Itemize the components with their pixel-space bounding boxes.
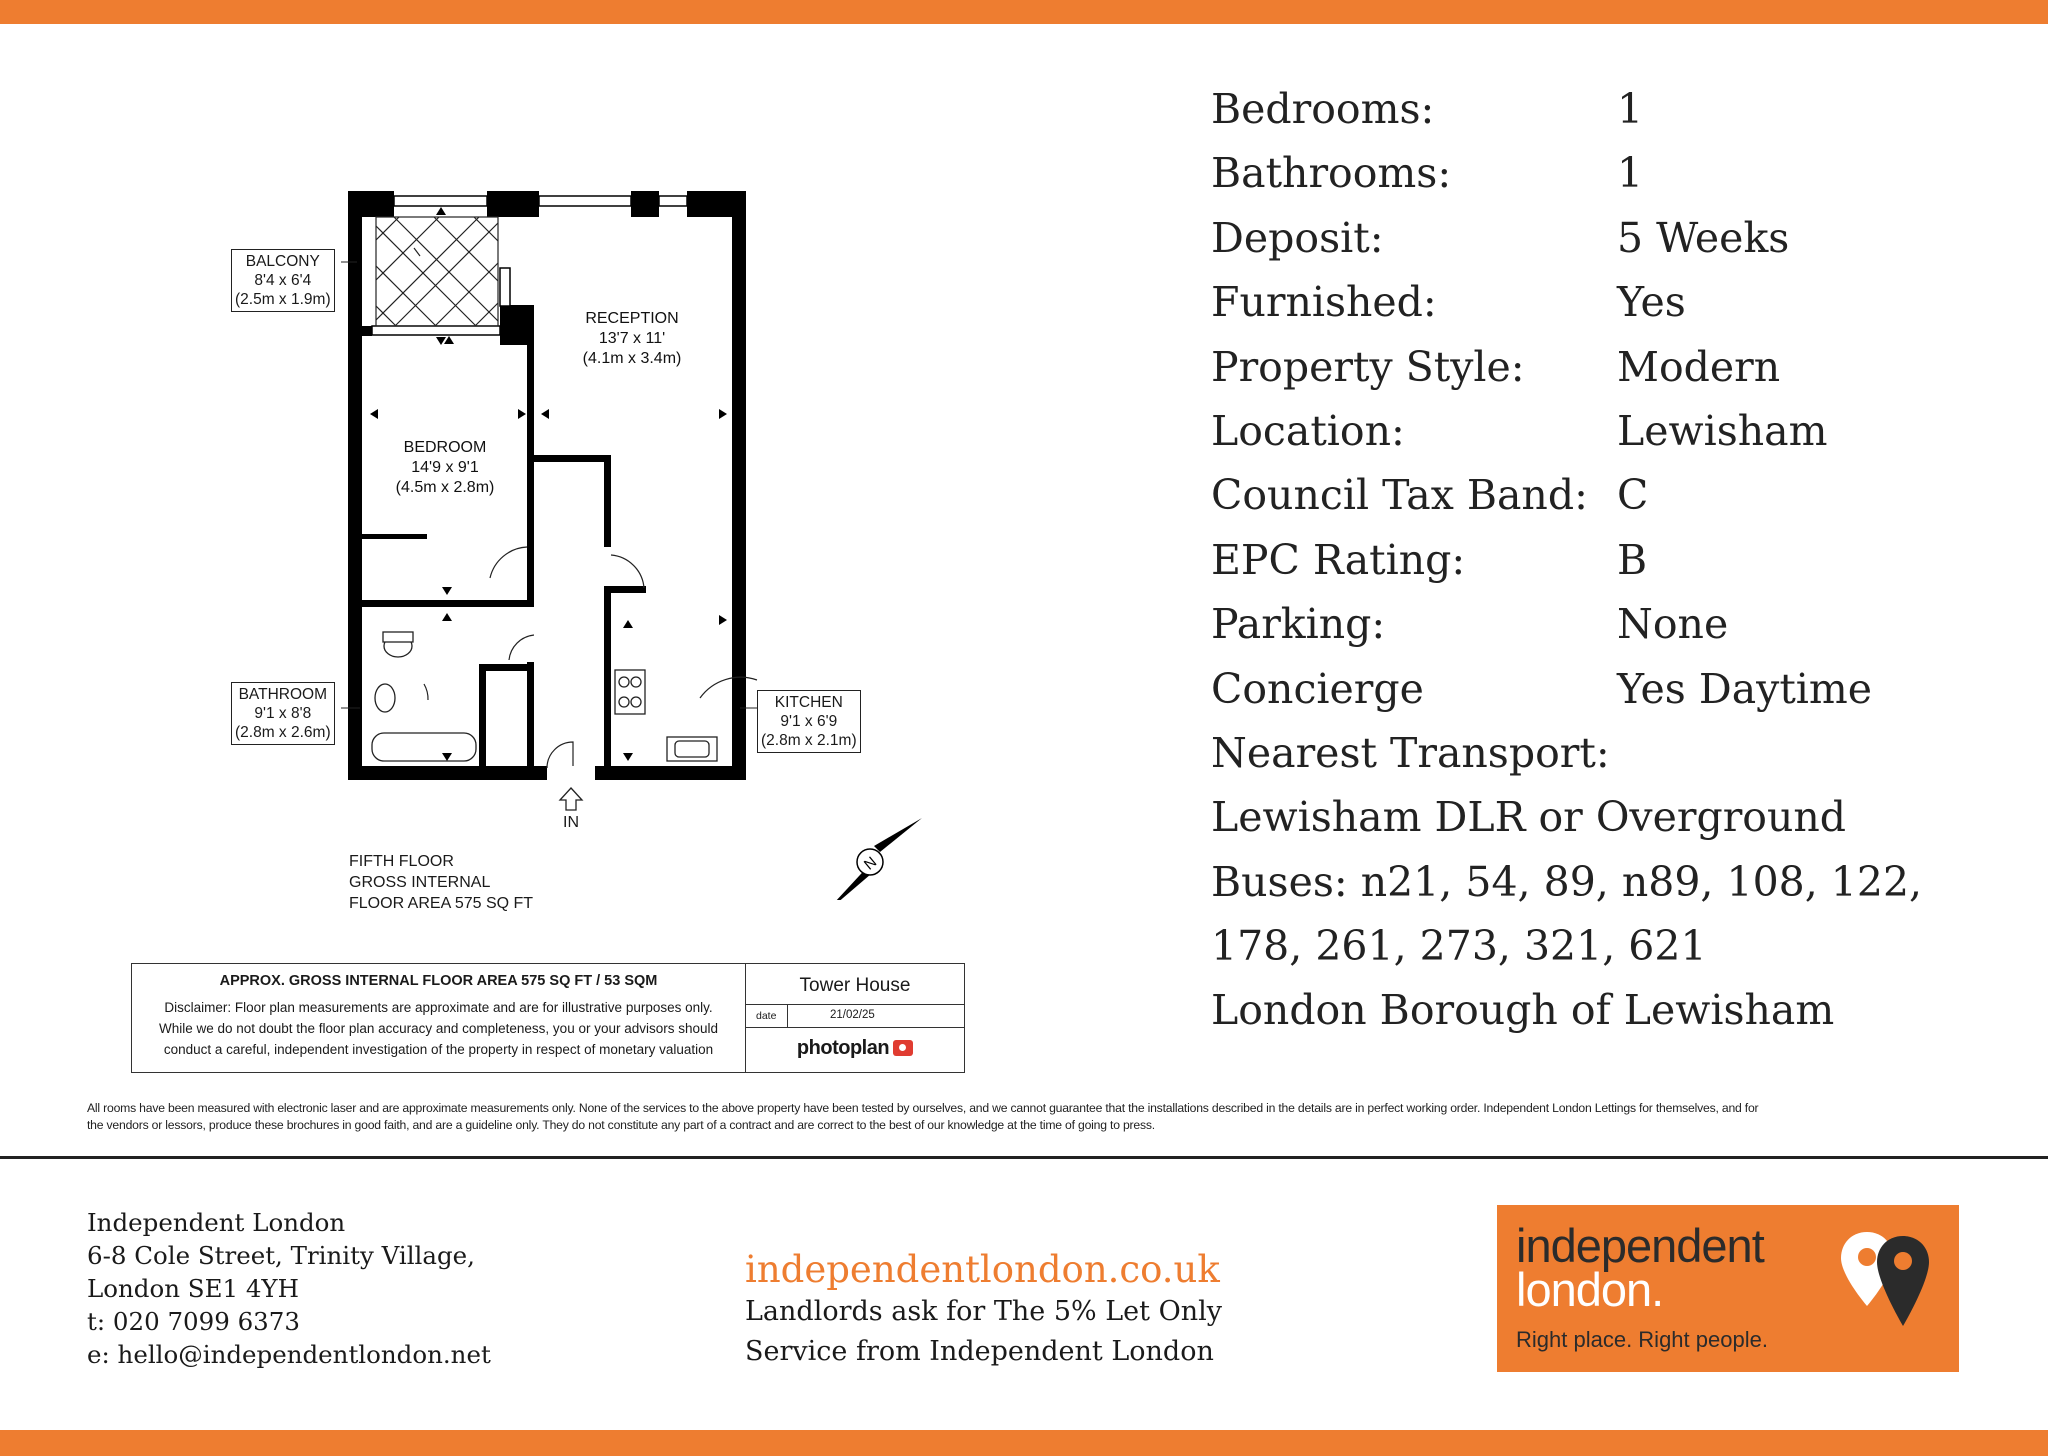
room-name: BALCONY xyxy=(245,253,320,270)
detail-label: Location: xyxy=(1211,407,1405,455)
transport-line: Buses: n21, 54, 89, n89, 108, 122, xyxy=(1211,858,1923,906)
room-dims-metric: (2.8m x 2.1m) xyxy=(761,732,857,749)
legal-disclaimer-line: the vendors or lessors, produce these brochures in good faith, and are a guideline only. They do not constitute any part of a contract and are correct to the best of our knowledge at the time of going to press. xyxy=(87,1118,1155,1132)
room-dims-imperial: 8'4 x 6'4 xyxy=(254,272,312,289)
detail-label: Furnished: xyxy=(1211,278,1437,326)
detail-label: Bedrooms: xyxy=(1211,85,1435,133)
gross-area-title: APPROX. GROSS INTERNAL FLOOR AREA 575 SQ FT / 53 SQM xyxy=(219,973,658,989)
camera-icon xyxy=(893,1040,913,1056)
floor-note-line: GROSS INTERNAL xyxy=(349,874,491,891)
floor-note-line: FIFTH FLOOR xyxy=(349,853,454,870)
date-value: 21/02/25 xyxy=(830,1009,875,1021)
floorplan-disclaimer xyxy=(132,997,745,1060)
website-link[interactable]: independentlondon.co.uk xyxy=(745,1248,1220,1291)
agency-name: Independent London xyxy=(87,1208,346,1237)
info-box-disclaimer-cell xyxy=(132,964,746,1072)
address-line: London SE1 4YH xyxy=(87,1274,299,1303)
floor-area-note xyxy=(349,851,533,914)
detail-value: 5 Weeks xyxy=(1617,214,1790,262)
detail-value: Yes xyxy=(1617,278,1686,326)
disclaimer-line: While we do not doubt the floor plan accuracy and completeness, you or your advisors should xyxy=(158,1021,719,1036)
detail-label: Deposit: xyxy=(1211,214,1384,262)
room-dims-imperial: 9'1 x 6'9 xyxy=(780,713,838,730)
detail-value: 1 xyxy=(1617,85,1644,133)
logo-word-independent: independent xyxy=(1516,1219,1764,1272)
logo-word-london: london. xyxy=(1516,1263,1664,1316)
transport-line: London Borough of Lewisham xyxy=(1211,986,1835,1034)
footer-divider xyxy=(0,1156,2048,1159)
email-address[interactable]: e: hello@independentlondon.net xyxy=(87,1340,491,1369)
detail-label: Bathrooms: xyxy=(1211,149,1452,197)
location-pins-icon xyxy=(1837,1230,1947,1340)
disclaimer-line: conduct a careful, independent investigation of the property in respect of monetary valuation xyxy=(163,1042,714,1057)
detail-value: Modern xyxy=(1617,343,1781,391)
logo-tagline: Right place. Right people. xyxy=(1516,1327,1768,1352)
kitchen-callout xyxy=(757,690,861,753)
svg-text:N: N xyxy=(860,853,881,874)
reception-label xyxy=(570,309,694,369)
room-dims-metric: (2.8m x 2.6m) xyxy=(235,724,331,741)
promo-line: Service from Independent London xyxy=(745,1336,1214,1367)
detail-value: Lewisham xyxy=(1617,407,1828,455)
room-dims-imperial: 14'9 x 9'1 xyxy=(411,459,479,476)
promo-line: Landlords ask for The 5% Let Only xyxy=(745,1296,1222,1327)
date-row xyxy=(746,1005,964,1028)
detail-label: EPC Rating: xyxy=(1211,536,1466,584)
floor-note-line: FLOOR AREA 575 SQ FT xyxy=(349,895,534,912)
bathroom-callout xyxy=(231,682,335,745)
detail-value: None xyxy=(1617,600,1729,648)
transport-heading: Nearest Transport: xyxy=(1211,729,1610,777)
room-dims-imperial: 13'7 x 11' xyxy=(598,330,666,347)
photoplan-wordmark: photoplan xyxy=(796,1037,890,1059)
bedroom-label xyxy=(386,438,504,498)
room-dims-metric: (4.1m x 3.4m) xyxy=(582,350,682,367)
phone-number[interactable]: t: 020 7099 6373 xyxy=(87,1307,300,1336)
address-line: 6-8 Cole Street, Trinity Village, xyxy=(87,1241,475,1270)
detail-label: Parking: xyxy=(1211,600,1386,648)
photoplan-logo xyxy=(746,1037,964,1060)
balcony-callout xyxy=(231,249,335,312)
disclaimer-line: Disclaimer: Floor plan measurements are approximate and are for illustrative purposes only. xyxy=(164,1000,713,1015)
building-name: Tower House xyxy=(746,964,964,1005)
date-label: date xyxy=(756,1010,777,1022)
detail-label: Council Tax Band: xyxy=(1211,471,1588,519)
transport-line: 178, 261, 273, 321, 621 xyxy=(1211,922,1707,970)
agency-address xyxy=(87,1206,491,1371)
bottom-brand-bar xyxy=(0,1430,2048,1456)
entrance-label: IN xyxy=(563,814,579,831)
room-dims-imperial: 9'1 x 8'8 xyxy=(254,705,312,722)
detail-value: B xyxy=(1617,536,1648,584)
independent-london-logo xyxy=(1497,1205,1959,1372)
room-dims-metric: (2.5m x 1.9m) xyxy=(235,291,331,308)
floor-plan xyxy=(0,0,1000,912)
detail-value: C xyxy=(1617,471,1649,519)
room-dims-metric: (4.5m x 2.8m) xyxy=(395,479,495,496)
room-name: RECEPTION xyxy=(585,310,679,327)
legal-disclaimer-line: All rooms have been measured with electronic laser and are approximate measurements only. None of the services to the above property have been tested by ourselves, and we cannot guarantee that the installations described in the details are in perfect working order. Independent London Lettings for themselves, and for xyxy=(87,1101,1759,1115)
website-promo xyxy=(745,1248,1222,1372)
legal-disclaimer xyxy=(87,1100,1967,1134)
detail-value: 1 xyxy=(1617,149,1644,197)
detail-value: Yes Daytime xyxy=(1617,665,1873,713)
info-box-meta-cell xyxy=(746,964,964,1072)
room-name: BATHROOM xyxy=(238,686,327,703)
floorplan-info-box xyxy=(131,963,965,1073)
detail-label: Concierge xyxy=(1211,665,1424,713)
north-arrow-icon xyxy=(822,818,922,900)
room-name: KITCHEN xyxy=(774,694,843,711)
transport-line: Lewisham DLR or Overground xyxy=(1211,793,1847,841)
detail-label: Property Style: xyxy=(1211,343,1525,391)
room-name: BEDROOM xyxy=(403,439,487,456)
